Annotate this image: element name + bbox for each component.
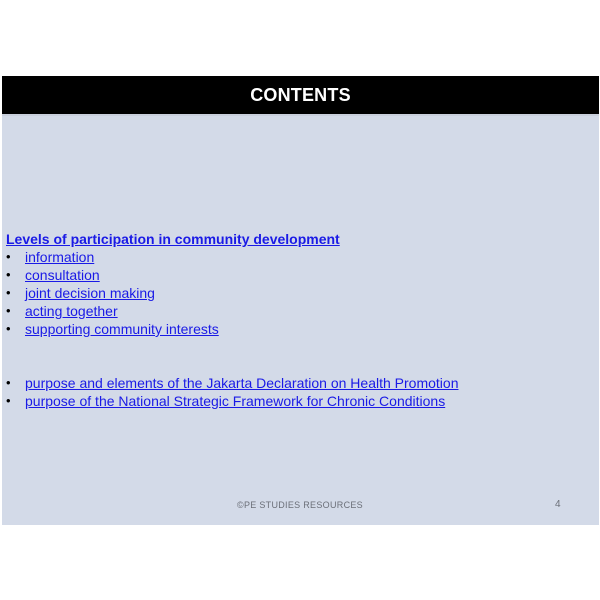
list-item <box>6 284 219 302</box>
bullet-icon: • <box>6 285 11 300</box>
link-information[interactable]: information <box>25 249 95 265</box>
section-heading-link[interactable]: Levels of participation in community development <box>6 231 340 247</box>
list-item <box>6 248 219 266</box>
list-item <box>6 302 219 320</box>
other-topics-list <box>6 374 458 410</box>
link-jakarta-declaration[interactable]: purpose and elements of the Jakarta Declaration on Health Promotion <box>25 375 459 391</box>
list-item <box>6 374 458 392</box>
bullet-icon: • <box>6 321 11 336</box>
link-acting-together[interactable]: acting together <box>25 303 118 319</box>
title-bar <box>2 76 599 116</box>
list-item <box>6 266 219 284</box>
bullet-icon: • <box>6 249 11 264</box>
participation-levels-list <box>6 248 219 338</box>
bullet-icon: • <box>6 375 11 390</box>
link-consultation[interactable]: consultation <box>25 267 100 283</box>
list-item <box>6 320 219 338</box>
bullet-icon: • <box>6 303 11 318</box>
link-national-strategic-framework[interactable]: purpose of the National Strategic Framework for Chronic Conditions <box>25 393 446 409</box>
link-supporting-community-interests[interactable]: supporting community interests <box>25 321 219 337</box>
bullet-icon: • <box>6 267 11 282</box>
list-item <box>6 392 458 410</box>
slide-title: CONTENTS <box>250 84 351 105</box>
bullet-icon: • <box>6 393 11 408</box>
footer-copyright: ©PE STUDIES RESOURCES <box>237 500 363 510</box>
link-joint-decision-making[interactable]: joint decision making <box>25 285 155 301</box>
page-number: 4 <box>555 499 561 510</box>
